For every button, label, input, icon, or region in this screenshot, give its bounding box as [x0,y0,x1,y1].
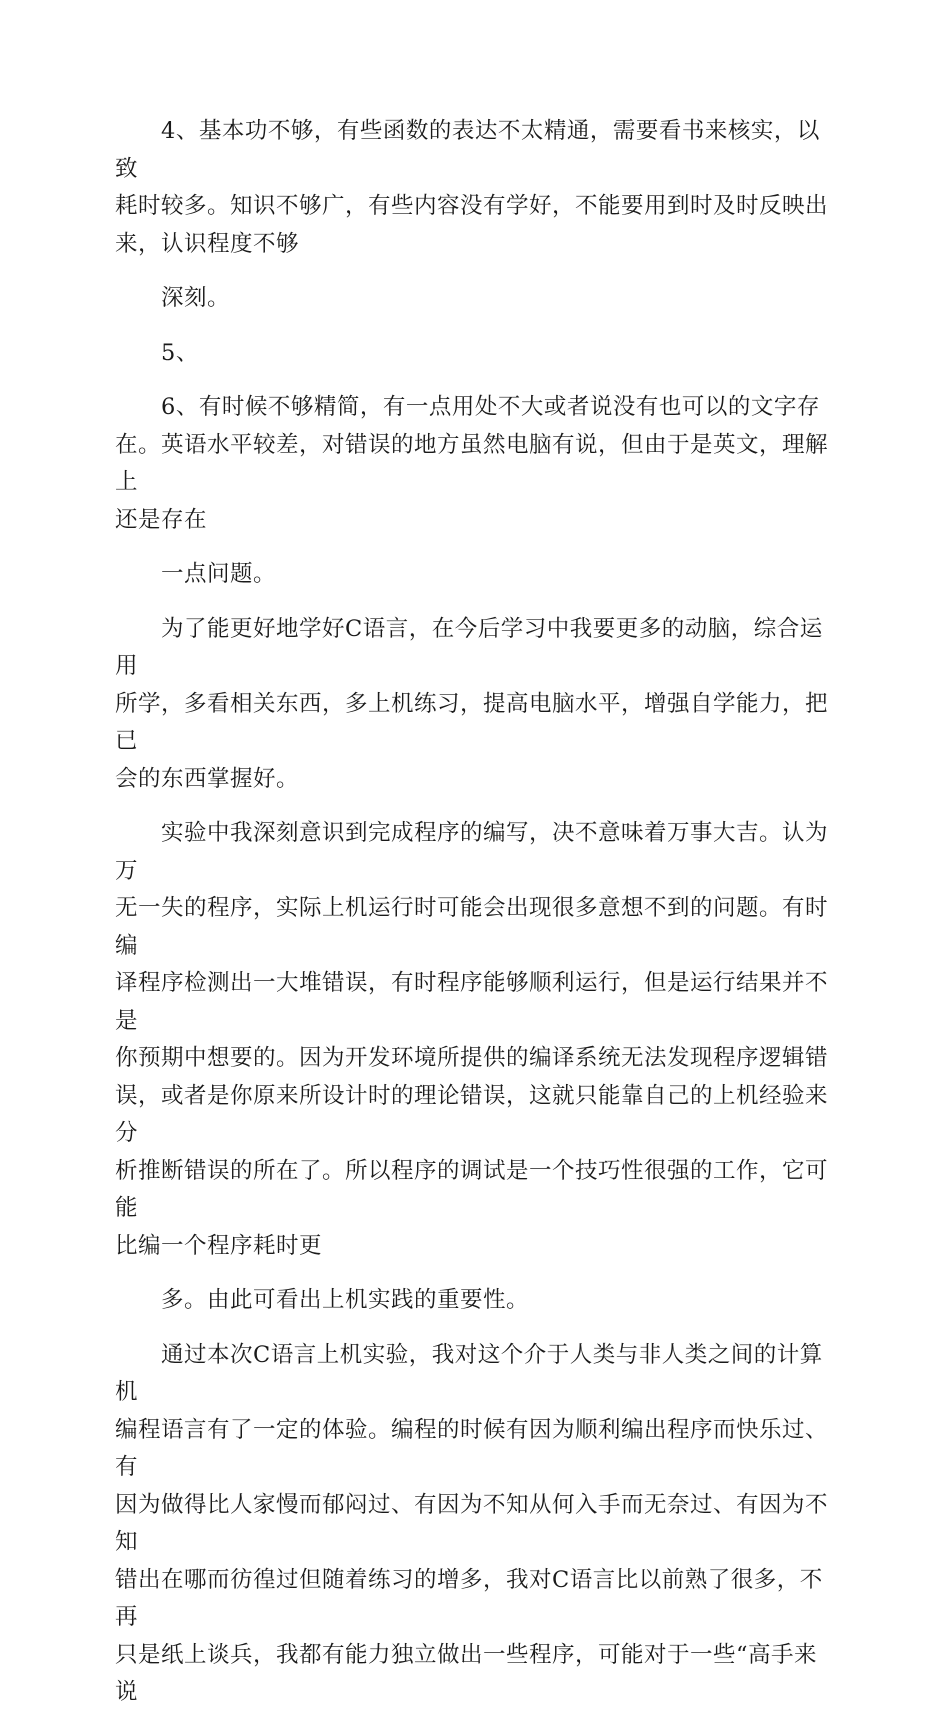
text-line: 还是存在 [115,506,208,533]
text-line: 析推断错误的所在了。所以程序的调试是一个技巧性很强的工作，它可能 [115,1157,829,1221]
text-line: 只是纸上谈兵，我都有能力独立做出一些程序，可能对于一些“高手来说 [115,1641,818,1705]
text-line: 多。由此可看出上机实践的重要性。 [161,1287,530,1313]
paragraph-fragment [115,1282,835,1320]
text-line: 译程序检测出一大堆错误，有时程序能够顺利运行，但是运行结果并不是 [115,970,829,1034]
text-line: 误，或者是你原来所设计时的理论错误，这就只能靠自己的上机经验来分 [115,1082,829,1146]
text-line: 错出在哪而彷徨过但随着练习的增多，我对C语言比以前熟了很多，不再 [115,1566,823,1630]
text-line: 5、 [161,339,199,366]
paragraph-point-4 [115,113,835,263]
paragraph-point-6 [115,389,835,539]
text-line: 6、有时候不够精简，有一点用处不大或者说没有也可以的文字存 [161,394,820,420]
text-line: 耗时较多。知识不够广，有些内容没有学好，不能要用到时及时反映出 [115,193,829,219]
text-line: 深刻。 [161,285,231,311]
text-line: 所学，多看相关东西，多上机练习，提高电脑水平，增强自学能力，把已 [115,690,829,754]
document-body [115,113,835,1729]
paragraph-fragment [115,280,835,318]
text-line: 来，认识程度不够 [115,230,300,257]
text-line: 4、基本功不够，有些函数的表达不太精通，需要看书来核实，以致 [115,118,820,182]
text-line: 因为做得比人家慢而郁闷过、有因为不知从何入手而无奈过、有因为不知 [115,1491,829,1555]
text-line: 通过本次C语言上机实验，我对这个介于人类与非人类之间的计算机 [115,1341,823,1405]
text-line: 为了能更好地学好C语言，在今后学习中我要更多的动脑，综合运用 [115,615,823,679]
paragraph-conclusion [115,1337,835,1712]
paragraph-fragment [115,556,835,594]
text-line: 编程语言有了一定的体验。编程的时候有因为顺利编出程序而快乐过、有 [115,1416,829,1480]
text-line: 你预期中想要的。因为开发环境所提供的编译系统无法发现程序逻辑错 [115,1045,829,1071]
paragraph-improvement [115,611,835,799]
text-line: 无一失的程序，实际上机运行时可能会出现很多意想不到的问题。有时编 [115,895,829,959]
text-line: 在。英语水平较差，对错误的地方虽然电脑有说，但由于是英文，理解上 [115,431,829,495]
paragraph-point-5 [115,335,835,373]
text-line: 一点问题。 [161,561,277,587]
paragraph-experiment [115,815,835,1265]
text-line: 会的东西掌握好。 [115,765,300,792]
text-line: 比编一个程序耗时更 [115,1232,323,1259]
text-line: 实验中我深刻意识到完成程序的编写，决不意味着万事大吉。认为万 [115,820,829,884]
